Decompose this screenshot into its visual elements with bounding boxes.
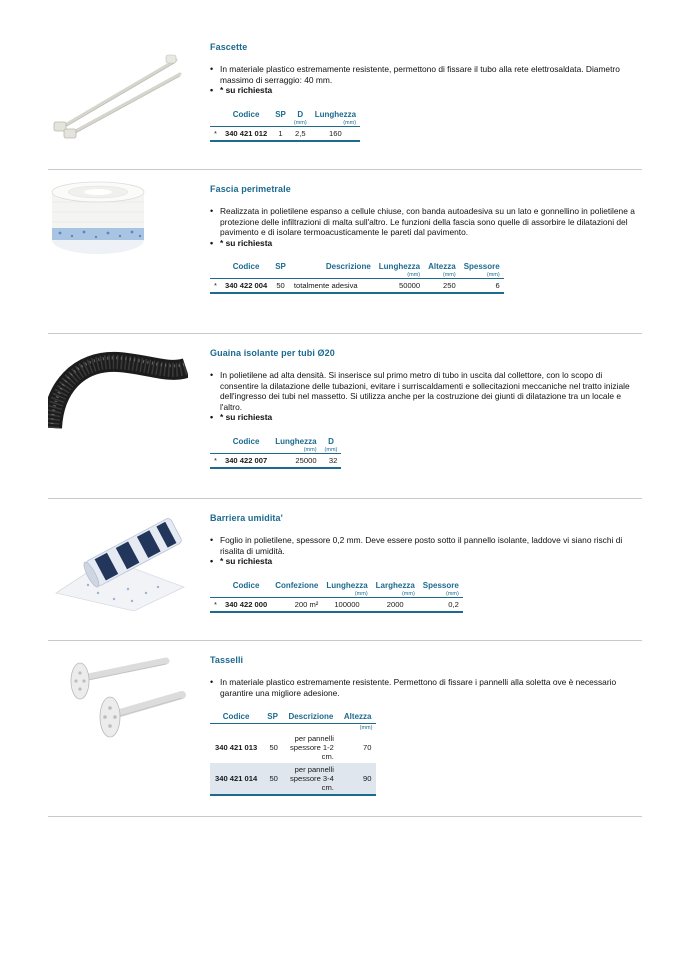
col-header: Descrizione xyxy=(283,712,339,724)
col-header: Altezza xyxy=(428,262,456,272)
col-header: Codice xyxy=(232,262,260,272)
col-header: Lunghezza xyxy=(378,262,421,272)
col-header: D xyxy=(297,109,304,119)
unit-label: (mm) xyxy=(445,590,459,597)
on-request-note: • * su richiesta xyxy=(210,412,640,423)
cable-ties-image xyxy=(48,46,188,142)
insulation-dowels-image xyxy=(48,655,188,751)
bullet-list xyxy=(210,535,640,567)
section-title: Fascette xyxy=(210,42,248,52)
product-code: 340 422 000 xyxy=(221,597,271,612)
section-tasselli xyxy=(48,641,642,817)
on-request-note: • * su richiesta xyxy=(210,238,640,249)
col-header: Spessore xyxy=(463,262,500,272)
unit-label: (mm) xyxy=(343,119,357,126)
spec-table xyxy=(210,581,463,613)
product-code: 340 421 014 xyxy=(210,763,262,795)
col-header: SP xyxy=(275,109,286,119)
corrugated-sleeve-image xyxy=(48,348,188,438)
foam-roll-image xyxy=(48,180,188,260)
col-header: Lunghezza xyxy=(275,436,317,446)
unit-label: (mm) xyxy=(293,119,307,126)
col-header: Codice xyxy=(210,712,262,724)
col-header: Lunghezza xyxy=(314,109,357,119)
product-code: 340 422 004 xyxy=(221,279,271,294)
section-barriera-umidita xyxy=(48,499,642,641)
description-bullet: • In materiale plastico estremamente resistente, permettono di fissare il tubo alla rete elettrosaldata. Diametro massimo di serraggio: 40 mm. xyxy=(210,64,640,85)
spec-table xyxy=(210,712,376,796)
col-header: Spessore xyxy=(422,580,459,590)
unit-label: (mm) xyxy=(324,446,338,453)
spec-table xyxy=(210,437,341,469)
col-header: Larghezza xyxy=(375,580,415,590)
unit-label: (mm) xyxy=(359,725,373,732)
unit-label: (mm) xyxy=(442,272,456,279)
col-header: Codice xyxy=(232,436,260,446)
section-fascia-perimetrale xyxy=(48,170,642,334)
col-header: Altezza xyxy=(339,712,377,724)
table-row: * 340 422 007 25000 32 xyxy=(210,453,341,468)
bullet-list xyxy=(210,64,640,96)
table-row: 340 421 013 50 per pannelli spessore 1-2 cm. 70 xyxy=(210,732,376,763)
description-bullet: • Foglio in polietilene, spessore 0,2 mm. Deve essere posto sotto il pannello isolante, laddove vi siano rischi di risalita di umidità. xyxy=(210,535,640,556)
section-title: Barriera umidita' xyxy=(210,513,283,523)
col-header: D xyxy=(328,436,334,446)
product-code: 340 421 012 xyxy=(221,126,271,141)
col-header: Lunghezza xyxy=(326,580,368,590)
spec-table xyxy=(210,262,504,294)
col-header: Codice xyxy=(232,580,260,590)
description-bullet: • In materiale plastico estremamente resistente. Permettono di fissare i pannelli alla soletta ove è necessario garantire una migliore adesione. xyxy=(210,677,640,698)
section-title: Fascia perimetrale xyxy=(210,184,291,194)
section-title: Tasselli xyxy=(210,655,244,665)
unit-label: (mm) xyxy=(486,272,500,279)
unit-label: (mm) xyxy=(303,446,317,453)
description-bullet: • In polietilene ad alta densità. Si inserisce sul primo metro di tubo in uscita dal collettore, con lo scopo di consentire la dilatazione delle tubazioni, evitare i surriscaldamenti e sollecitazioni meccaniche nel tratto iniziale dell'ingresso dei tubi nel massetto. Si utilizza anche per la costruzione dei giunti di dilatazione tra un locale e l'altro. xyxy=(210,370,640,412)
bullet-list xyxy=(210,677,640,698)
polyethylene-sheet-image xyxy=(48,513,188,613)
table-row: * 340 421 012 1 2,5 160 xyxy=(210,126,360,141)
on-request-note: • * su richiesta xyxy=(210,556,640,567)
table-row: * 340 422 004 50 totalmente adesiva 50000 250 6 xyxy=(210,279,504,294)
on-request-note: • * su richiesta xyxy=(210,85,640,96)
section-title: Guaina isolante per tubi Ø20 xyxy=(210,348,335,358)
section-guaina-isolante xyxy=(48,334,642,499)
table-row: * 340 422 000 200 m² 100000 2000 0,2 xyxy=(210,597,463,612)
col-header: Confezione xyxy=(275,580,319,590)
product-code: 340 422 007 xyxy=(221,453,271,468)
col-header: SP xyxy=(275,262,286,272)
col-header: SP xyxy=(262,712,283,724)
unit-label: (mm) xyxy=(407,272,421,279)
bullet-list xyxy=(210,370,640,423)
unit-label: (mm) xyxy=(354,590,368,597)
table-row: 340 421 014 50 per pannelli spessore 3-4 cm. 90 xyxy=(210,763,376,795)
bullet-list xyxy=(210,206,640,248)
col-header: Descrizione xyxy=(325,262,371,272)
unit-label: (mm) xyxy=(401,590,415,597)
section-fascette xyxy=(48,34,642,170)
spec-table xyxy=(210,110,360,142)
col-header: Codice xyxy=(232,109,260,119)
product-code: 340 421 013 xyxy=(215,743,258,753)
description-bullet: • Realizzata in polietilene espanso a cellule chiuse, con banda autoadesiva su un lato e gonnellino in polietilene a protezione delle infiltrazioni di malta sull'altro. Le funzioni della fascia sono quelle di assorbire le dilatazioni del pavimento e di isolare termoacusticamente le pareti dal pavimento. xyxy=(210,206,640,238)
